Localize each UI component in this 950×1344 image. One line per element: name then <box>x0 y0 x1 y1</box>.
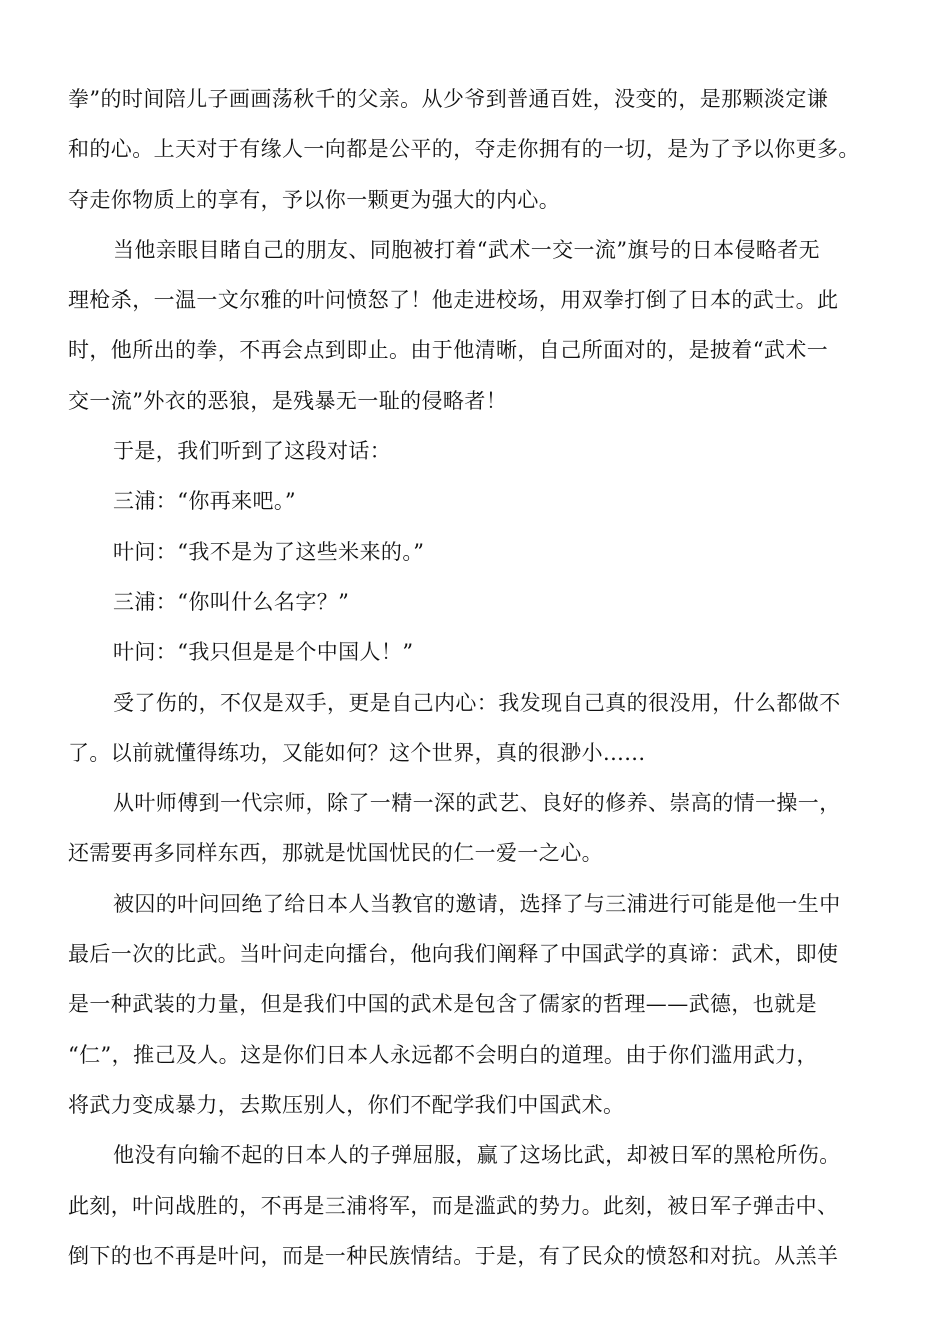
text-line: 时，他所出的拳，不再会点到即止。由于他清晰，自己所面对的，是披着“武术一 <box>68 338 829 363</box>
text-line: 是一种武装的力量，但是我们中国的武术是包含了儒家的哲理——武德，也就是 <box>68 992 817 1017</box>
text-line: 受了伤的，不仅是双手，更是自己内心：我发现自己真的很没用，什么都做不 <box>113 690 841 715</box>
body-text <box>68 76 890 1283</box>
text-line: 于是，我们听到了这段对话： <box>113 439 392 464</box>
text-line: 理枪杀，一温一文尔雅的叶问愤怒了！他走进校场，用双拳打倒了日本的武士。此 <box>68 288 839 313</box>
dialogue-line: 三浦：“你叫什么名字？” <box>113 589 350 614</box>
text-line: 和的心。上天对于有缘人一向都是公平的，夺走你拥有的一切，是为了予以你更多。 <box>68 137 860 162</box>
dialogue-line: 叶问：“我只但是是个中国人！” <box>113 640 414 665</box>
text-line: 交一流”外衣的恶狼，是残暴无一耻的侵略者！ <box>68 388 508 413</box>
dialogue-line: 三浦：“你再来吧。” <box>113 489 296 514</box>
text-line: 倒下的也不再是叶问，而是一种民族情结。于是，有了民众的愤怒和对抗。从羔羊 <box>68 1243 839 1268</box>
text-line: 还需要再多同样东西，那就是忧国忧民的仁一爱一之心。 <box>68 841 603 866</box>
text-line: “仁”，推己及人。这是你们日本人永远都不会明白的道理。由于你们滥用武力， <box>68 1042 818 1067</box>
text-line: 此刻，叶问战胜的，不再是三浦将军，而是滥武的势力。此刻，被日军子弹击中、 <box>68 1193 839 1218</box>
text-line: 当他亲眼目睹自己的朋友、同胞被打着“武术一交一流”旗号的日本侵略者无 <box>113 237 821 262</box>
text-line: 被囚的叶问回绝了给日本人当教官的邀请，选择了与三浦进行可能是他一生中 <box>113 891 841 916</box>
dialogue-line: 叶问：“我不是为了这些米来的。” <box>113 539 425 564</box>
text-line: 他没有向输不起的日本人的子弹屈服，赢了这场比武，却被日军的黑枪所伤。 <box>113 1143 841 1168</box>
text-line: 拳”的时间陪儿子画画荡秋千的父亲。从少爷到普通百姓，没变的，是那颗淡定谦 <box>68 87 829 111</box>
text-line: 最后一次的比武。当叶问走向擂台，他向我们阐释了中国武学的真谛：武术，即使 <box>68 942 839 967</box>
text-line: 夺走你物质上的享有，予以你一颗更为强大的内心。 <box>68 187 561 212</box>
text-line: 了。以前就懂得练功，又能如何？这个世界，真的很渺小...... <box>68 740 646 765</box>
text-line: 将武力变成暴力，去欺压别人，你们不配学我们中国武术。 <box>68 1092 625 1117</box>
text-line: 从叶师傅到一代宗师，除了一精一深的武艺、良好的修养、崇高的情一操一， <box>113 791 841 816</box>
